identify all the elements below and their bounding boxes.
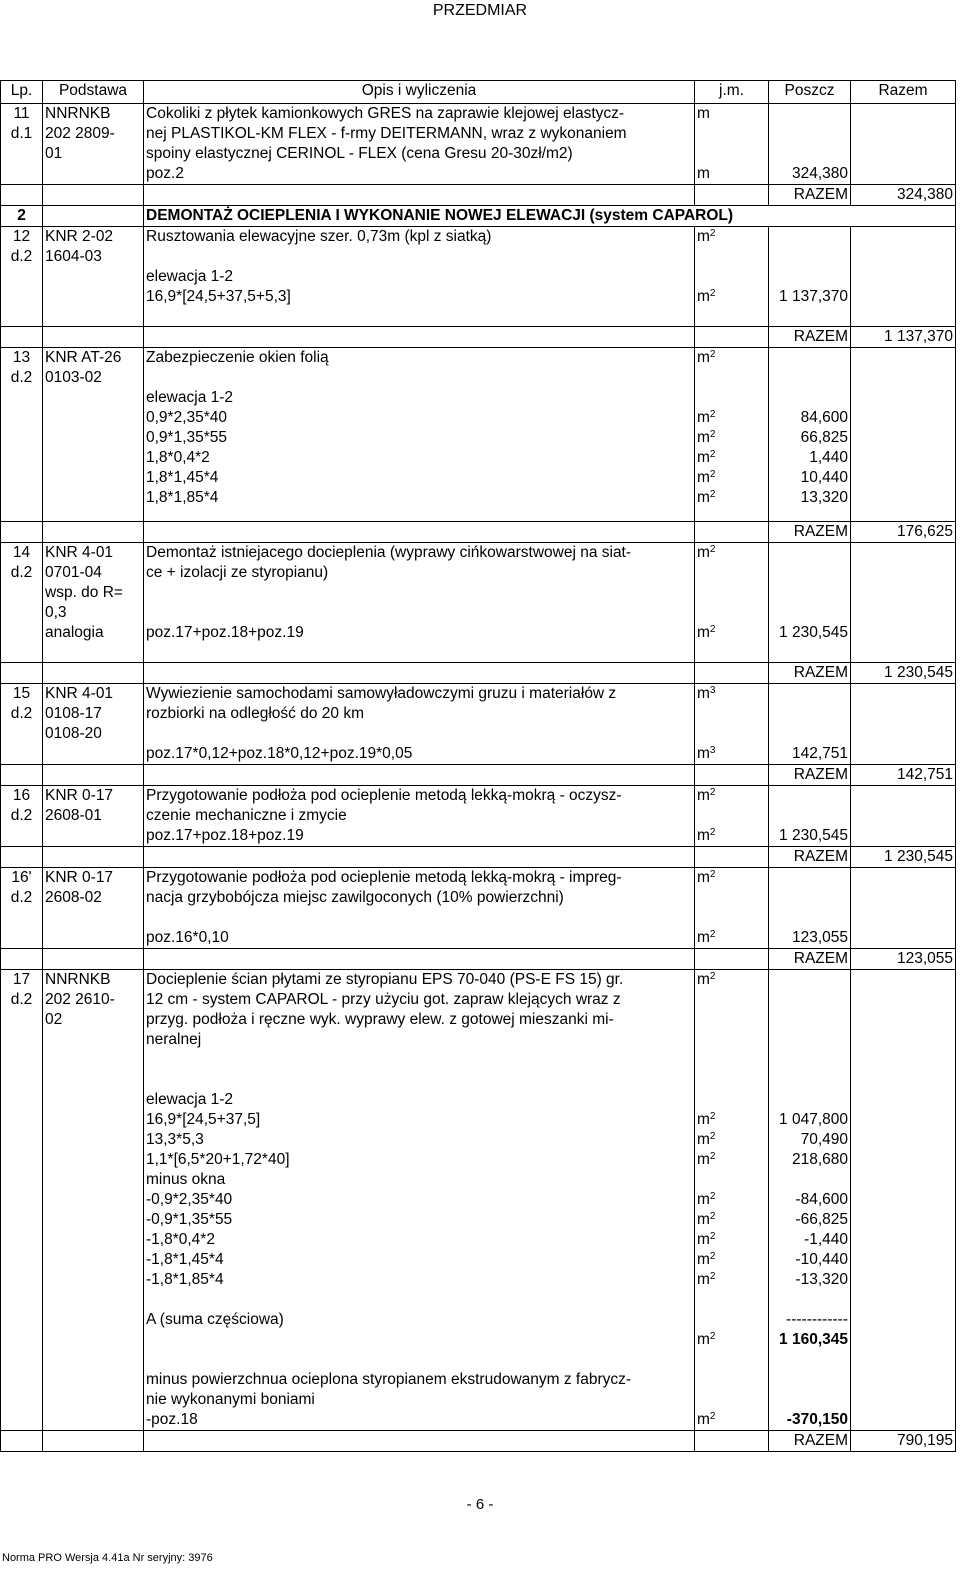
opis-cell bbox=[144, 684, 695, 765]
lp-number: 16' bbox=[11, 869, 32, 886]
poszcz-cell bbox=[769, 786, 851, 847]
opis-line: Demontaż istniejacego docieplenia (wyprawy cińkowarstwowej na siat- bbox=[146, 544, 632, 561]
opis-line: Wywiezienie samochodami samowyładowczymi gruzu i materiałów z bbox=[146, 685, 617, 702]
calc-value: 66,825 bbox=[800, 429, 848, 446]
podstawa-line: 0701-04 bbox=[45, 564, 102, 581]
header-poszcz: Poszcz bbox=[769, 81, 851, 104]
calc-value: -84,600 bbox=[795, 1191, 848, 1208]
podstawa-cell bbox=[43, 786, 144, 847]
opis-line: Cokoliki z płytek kamionkowych GRES na zaprawie klejowej elastycz- bbox=[146, 105, 625, 122]
calc-value: 1 230,545 bbox=[779, 624, 848, 641]
calc-heading: elewacja 1-2 bbox=[146, 268, 234, 285]
calc-unit: $m^2$ bbox=[697, 489, 716, 506]
razem-value: 324,380 bbox=[851, 185, 956, 206]
podstawa-line: analogia bbox=[45, 624, 104, 641]
podstawa-cell bbox=[43, 348, 144, 522]
jm-cell bbox=[695, 786, 769, 847]
calc-value: 1 047,800 bbox=[779, 1111, 848, 1128]
razem-label: RAZEM bbox=[769, 327, 851, 348]
lp-cell bbox=[1, 786, 43, 847]
calc-expression: 1,8*1,45*4 bbox=[146, 469, 219, 486]
opis-cell bbox=[144, 227, 695, 327]
lp-ref: d.2 bbox=[10, 248, 33, 265]
page-number: - 6 - bbox=[466, 1496, 494, 1513]
calc-expression: -1,8*1,85*4 bbox=[146, 1271, 224, 1288]
section-row-2 bbox=[1, 206, 956, 227]
opis-line: nej PLASTIKOL-KM FLEX - f-rmy DEITERMANN, wraz z wykonaniem bbox=[146, 125, 627, 142]
calc-expression: -poz.18 bbox=[146, 1411, 198, 1428]
opis-line: czenie mechaniczne i zmycie bbox=[146, 807, 347, 824]
opis-line: Zabezpieczenie okien folią bbox=[146, 349, 329, 366]
calc-unit: $m^2$ bbox=[697, 1251, 716, 1268]
calc-value: 13,320 bbox=[800, 489, 848, 506]
calc-expression: 16,9*[24,5+37,5+5,3] bbox=[146, 288, 291, 305]
partial-sum-label: A (suma częściowa) bbox=[146, 1311, 284, 1328]
poszcz-cell bbox=[769, 104, 851, 185]
razem-cell bbox=[851, 543, 956, 663]
calc-unit bbox=[697, 1170, 766, 1190]
razem-value: 1 137,370 bbox=[851, 327, 956, 348]
razem-row-16b bbox=[1, 949, 956, 970]
razem-cell bbox=[851, 868, 956, 949]
position-row-15 bbox=[1, 684, 956, 765]
lp-number: 14 bbox=[12, 544, 31, 561]
razem-row-11 bbox=[1, 185, 956, 206]
calc-unit: $m^2$ bbox=[697, 449, 716, 466]
lp-number: 17 bbox=[12, 971, 31, 988]
opis-cell bbox=[144, 970, 695, 1431]
section-number: 2 bbox=[1, 206, 43, 227]
calc-expression: -1,8*1,45*4 bbox=[146, 1251, 224, 1268]
calc-expression: -1,8*0,4*2 bbox=[146, 1231, 215, 1248]
podstawa-line: KNR 4-01 bbox=[45, 544, 114, 561]
lp-ref: d.2 bbox=[10, 369, 33, 386]
calc-value: 70,490 bbox=[800, 1131, 848, 1148]
lp-cell bbox=[1, 227, 43, 327]
calc-expression: 1,8*1,85*4 bbox=[146, 489, 219, 506]
calc-value: 10,440 bbox=[800, 469, 848, 486]
jm-cell bbox=[695, 227, 769, 327]
section-title: DEMONTAŻ OCIEPLENIA I WYKONANIE NOWEJ ELEWACJI (system CAPAROL) bbox=[144, 206, 956, 227]
podstawa-line: NNRNKB bbox=[45, 971, 111, 988]
lp-ref: d.2 bbox=[10, 991, 33, 1008]
razem-value: 176,625 bbox=[851, 522, 956, 543]
calc-expression: 1,8*0,4*2 bbox=[146, 449, 210, 466]
podstawa-line: 0103-02 bbox=[45, 369, 102, 386]
calc-expression: 0,9*2,35*40 bbox=[146, 409, 228, 426]
razem-row-17 bbox=[1, 1431, 956, 1452]
calc-unit: m bbox=[697, 165, 710, 182]
poszcz-cell bbox=[769, 348, 851, 522]
razem-cell bbox=[851, 684, 956, 765]
partial-sum-value: 1 160,345 bbox=[779, 1331, 848, 1348]
razem-row-16 bbox=[1, 847, 956, 868]
opis-cell bbox=[144, 348, 695, 522]
jm-unit: $m^2$ bbox=[697, 787, 716, 804]
razem-cell bbox=[851, 970, 956, 1431]
calc-unit: $m^2$ bbox=[697, 624, 716, 641]
header-jm: j.m. bbox=[695, 81, 769, 104]
lp-ref: d.2 bbox=[10, 705, 33, 722]
podstawa-cell bbox=[43, 970, 144, 1431]
razem-label: RAZEM bbox=[769, 847, 851, 868]
jm-unit: $m^2$ bbox=[697, 869, 716, 886]
jm-unit: $m^2$ bbox=[697, 349, 716, 366]
jm-cell bbox=[695, 684, 769, 765]
calc-unit: $m^2$ bbox=[697, 429, 716, 446]
poszcz-cell bbox=[769, 684, 851, 765]
opis-cell bbox=[144, 104, 695, 185]
podstawa-line: 01 bbox=[45, 145, 63, 162]
calc-value: 84,600 bbox=[800, 409, 848, 426]
position-row-13 bbox=[1, 348, 956, 522]
partial-sum-dashes: ------------ bbox=[786, 1311, 848, 1328]
calc-value: 1 137,370 bbox=[779, 288, 848, 305]
podstawa-line: KNR 0-17 bbox=[45, 787, 114, 804]
razem-row-12 bbox=[1, 327, 956, 348]
podstawa-cell bbox=[43, 868, 144, 949]
lp-cell bbox=[1, 348, 43, 522]
calc-unit: $m^2$ bbox=[697, 288, 716, 305]
razem-row-13 bbox=[1, 522, 956, 543]
calc-unit: $m^2$ bbox=[697, 1131, 716, 1148]
calc-unit: $m^2$ bbox=[697, 827, 716, 844]
poszcz-cell bbox=[769, 970, 851, 1431]
podstawa-line: 1604-03 bbox=[45, 248, 102, 265]
podstawa-line: KNR 4-01 bbox=[45, 685, 114, 702]
position-row-16b bbox=[1, 868, 956, 949]
razem-label: RAZEM bbox=[769, 1431, 851, 1452]
jm-unit: $m^2$ bbox=[697, 971, 716, 988]
calc-value: 142,751 bbox=[791, 745, 848, 762]
calc-expression: minus okna bbox=[146, 1171, 226, 1188]
opis-cell bbox=[144, 786, 695, 847]
position-row-17 bbox=[1, 970, 956, 1431]
calc-value: 218,680 bbox=[791, 1151, 848, 1168]
lp-ref: d.1 bbox=[10, 125, 33, 142]
razem-label: RAZEM bbox=[769, 185, 851, 206]
position-row-16 bbox=[1, 786, 956, 847]
lp-cell bbox=[1, 868, 43, 949]
calc-value: -13,320 bbox=[795, 1271, 848, 1288]
lp-number: 15 bbox=[12, 685, 31, 702]
calc-expression: -0,9*2,35*40 bbox=[146, 1191, 233, 1208]
minus-text: nie wykonanymi boniami bbox=[146, 1391, 315, 1408]
header-razem: Razem bbox=[851, 81, 956, 104]
jm-cell bbox=[695, 970, 769, 1431]
calc-expression: poz.16*0,10 bbox=[146, 929, 229, 946]
lp-number: 16 bbox=[12, 787, 31, 804]
lp-number: 11 bbox=[13, 105, 30, 122]
razem-label: RAZEM bbox=[769, 663, 851, 684]
calc-unit: $m^2$ bbox=[697, 1151, 716, 1168]
jm-unit: $m^3$ bbox=[697, 685, 716, 702]
calc-unit: $m^3$ bbox=[697, 745, 716, 762]
lp-cell bbox=[1, 970, 43, 1431]
calc-heading: elewacja 1-2 bbox=[146, 1091, 234, 1108]
razem-value: 1 230,545 bbox=[851, 663, 956, 684]
podstawa-line: 0108-17 bbox=[45, 705, 102, 722]
calc-value: 1 230,545 bbox=[779, 827, 848, 844]
position-row-14 bbox=[1, 543, 956, 663]
podstawa-line: wsp. do R= bbox=[45, 584, 123, 601]
poszcz-cell bbox=[769, 543, 851, 663]
header-lp: Lp. bbox=[1, 81, 43, 104]
podstawa-line: 202 2610- bbox=[45, 991, 115, 1008]
calc-unit: $m^2$ bbox=[697, 1111, 716, 1128]
calc-unit: $m^2$ bbox=[697, 929, 716, 946]
opis-cell bbox=[144, 868, 695, 949]
opis-line: Rusztowania elewacyjne szer. 0,73m (kpl z siatką) bbox=[146, 228, 492, 245]
podstawa-line: KNR 2-02 bbox=[45, 228, 114, 245]
podstawa-cell bbox=[43, 227, 144, 327]
calc-expression: poz.17+poz.18+poz.19 bbox=[146, 624, 304, 641]
razem-label: RAZEM bbox=[769, 522, 851, 543]
cost-estimate-table bbox=[0, 80, 956, 1452]
opis-line: 12 cm - system CAPAROL - przy użyciu got. zapraw klejących wraz z bbox=[146, 991, 621, 1008]
calc-value: -10,440 bbox=[795, 1251, 848, 1268]
podstawa-line: 0108-20 bbox=[45, 725, 102, 742]
jm-cell bbox=[695, 348, 769, 522]
jm-cell bbox=[695, 543, 769, 663]
razem-cell bbox=[851, 104, 956, 185]
lp-number: 12 bbox=[12, 228, 31, 245]
lp-cell bbox=[1, 543, 43, 663]
jm-unit: $m^2$ bbox=[697, 228, 716, 245]
razem-cell bbox=[851, 786, 956, 847]
razem-value: 1 230,545 bbox=[851, 847, 956, 868]
calc-expression: 16,9*[24,5+37,5] bbox=[146, 1111, 261, 1128]
podstawa-line: 02 bbox=[45, 1011, 63, 1028]
calc-expression: 0,9*1,35*55 bbox=[146, 429, 228, 446]
razem-cell bbox=[851, 227, 956, 327]
jm-cell bbox=[695, 868, 769, 949]
razem-row-15 bbox=[1, 765, 956, 786]
opis-line: Przygotowanie podłoża pod ocieplenie metodą lekką-mokrą - impreg- bbox=[146, 869, 622, 886]
calc-expression: -0,9*1,35*55 bbox=[146, 1211, 233, 1228]
calc-unit: $m^2$ bbox=[697, 1231, 716, 1248]
opis-line: neralnej bbox=[146, 1031, 202, 1048]
razem-value: 142,751 bbox=[851, 765, 956, 786]
opis-line: Docieplenie ścian płytami ze styropianu EPS 70-040 (PS-E FS 15) gr. bbox=[146, 971, 624, 988]
opis-line: spoiny elastycznej CERINOL - FLEX (cena Gresu 20-30zł/m2) bbox=[146, 145, 573, 162]
calc-unit: $m^2$ bbox=[697, 469, 716, 486]
calc-unit: $m^2$ bbox=[697, 1331, 716, 1348]
podstawa-cell bbox=[43, 684, 144, 765]
podstawa-line: 0,3 bbox=[45, 604, 67, 621]
header-opis: Opis i wyliczenia bbox=[144, 81, 695, 104]
lp-ref: d.2 bbox=[10, 564, 33, 581]
podstawa-line: NNRNKB bbox=[45, 105, 111, 122]
podstawa-line: KNR 0-17 bbox=[45, 869, 114, 886]
razem-value: 790,195 bbox=[851, 1431, 956, 1452]
header-podstawa: Podstawa bbox=[43, 81, 144, 104]
razem-value: 123,055 bbox=[851, 949, 956, 970]
lp-ref: d.2 bbox=[10, 889, 33, 906]
podstawa-line: 202 2809- bbox=[45, 125, 115, 142]
jm-unit: $m^2$ bbox=[697, 544, 716, 561]
opis-line: nacja grzybobójcza miejsc zawilgoconych (10% powierzchni) bbox=[146, 889, 564, 906]
calc-expression: poz.17+poz.18+poz.19 bbox=[146, 827, 304, 844]
minus-value: -370,150 bbox=[786, 1411, 848, 1428]
calc-value: 1,440 bbox=[809, 449, 848, 466]
page-title: PRZEDMIAR bbox=[432, 2, 528, 19]
podstawa-line: KNR AT-26 bbox=[45, 349, 122, 366]
calc-expression: 13,3*5,3 bbox=[146, 1131, 204, 1148]
table-header-row bbox=[1, 81, 956, 104]
calc-value: -66,825 bbox=[795, 1211, 848, 1228]
opis-line: ce + izolacji ze styropianu) bbox=[146, 564, 329, 581]
lp-ref: d.2 bbox=[10, 807, 33, 824]
razem-label: RAZEM bbox=[769, 949, 851, 970]
opis-line: rozbiorki na odległość do 20 km bbox=[146, 705, 364, 722]
calc-unit: $m^2$ bbox=[697, 1211, 716, 1228]
calc-value: -1,440 bbox=[804, 1231, 848, 1248]
calc-value: 123,055 bbox=[791, 929, 848, 946]
razem-label: RAZEM bbox=[769, 765, 851, 786]
podstawa-line: 2608-02 bbox=[45, 889, 102, 906]
opis-cell bbox=[144, 543, 695, 663]
software-info: Norma PRO Wersja 4.41a Nr seryjny: 3976 bbox=[2, 1552, 213, 1564]
lp-number: 13 bbox=[12, 349, 31, 366]
jm-cell bbox=[695, 104, 769, 185]
podstawa-line: 2608-01 bbox=[45, 807, 102, 824]
calc-unit: $m^2$ bbox=[697, 409, 716, 426]
calc-value: 324,380 bbox=[791, 165, 848, 182]
podstawa-cell bbox=[43, 543, 144, 663]
calc-value bbox=[771, 1170, 848, 1190]
lp-cell bbox=[1, 684, 43, 765]
minus-text: minus powierzchnua ocieplona styropianem ekstrudowanym z fabrycz- bbox=[146, 1371, 632, 1388]
position-row-12 bbox=[1, 227, 956, 327]
poszcz-cell bbox=[769, 868, 851, 949]
calc-expression: poz.2 bbox=[146, 165, 184, 182]
position-row-11 bbox=[1, 104, 956, 185]
calc-heading: elewacja 1-2 bbox=[146, 389, 234, 406]
lp-cell bbox=[1, 104, 43, 185]
calc-unit: $m^2$ bbox=[697, 1411, 716, 1428]
calc-unit: $m^2$ bbox=[697, 1191, 716, 1208]
razem-row-14 bbox=[1, 663, 956, 684]
calc-expression: 1,1*[6,5*20+1,72*40] bbox=[146, 1151, 290, 1168]
calc-expression: poz.17*0,12+poz.18*0,12+poz.19*0,05 bbox=[146, 745, 413, 762]
razem-cell bbox=[851, 348, 956, 522]
podstawa-cell bbox=[43, 104, 144, 185]
opis-line: Przygotowanie podłoża pod ocieplenie metodą lekką-mokrą - oczysz- bbox=[146, 787, 622, 804]
jm-unit: m bbox=[697, 105, 710, 122]
opis-line: przyg. podłoża i ręczne wyk. wyprawy elew. z gotowej mieszanki mi- bbox=[146, 1011, 614, 1028]
calc-unit: $m^2$ bbox=[697, 1271, 716, 1288]
poszcz-cell bbox=[769, 227, 851, 327]
